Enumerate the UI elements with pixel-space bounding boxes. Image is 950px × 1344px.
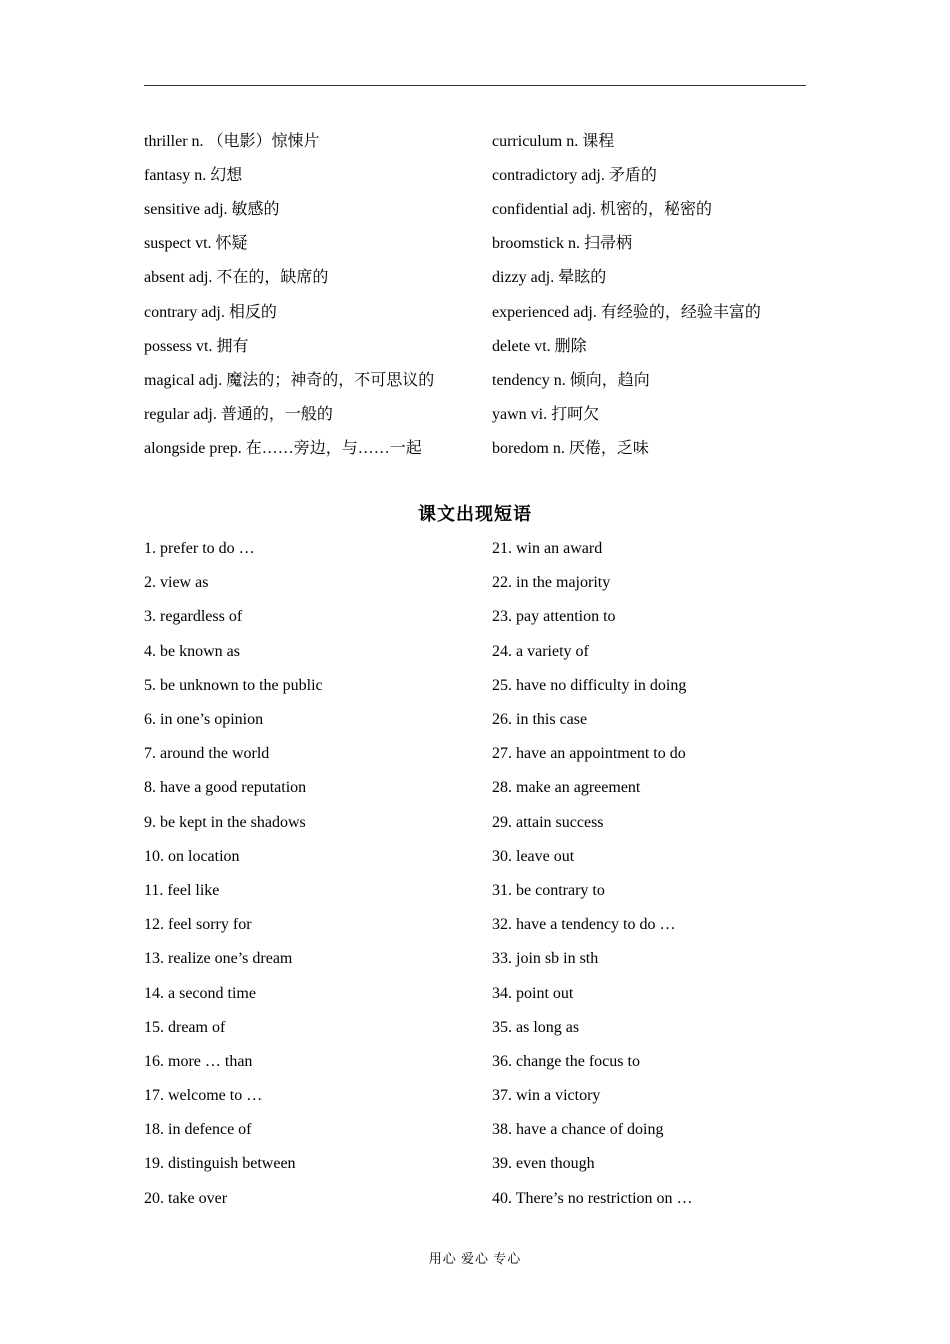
phrase-row [144,840,806,874]
vocab-row-right-cell: curriculum n. 课程 [492,132,615,150]
vocab-row-right-cell: delete vt. 删除 [492,337,587,355]
phrase-row-left-cell: 15. dream of [144,1018,226,1036]
phrase-row-left-cell: 12. feel sorry for [144,916,252,934]
phrase-row-left-cell: 1. prefer to do … [144,540,255,558]
phrase-row-right-cell: 35. as long as [492,1018,580,1036]
phrase-row [144,1182,806,1216]
phrase-row-right-cell: 28. make an agreement [492,779,641,797]
vocab-row-left-cell: sensitive adj. 敏感的 [144,200,280,218]
phrase-row-left-cell: 13. realize one’s dream [144,950,293,968]
phrases-section-title: 课文出现短语 [418,504,532,525]
vocab-row-right-cell: broomstick n. 扫帚柄 [492,235,632,253]
phrase-row-left-cell: 6. in one’s opinion [144,711,264,729]
vocab-row-right-cell: dizzy adj. 晕眩的 [492,269,607,287]
phrase-row-right-cell: 33. join sb in sth [492,950,599,968]
phrase-row [144,874,806,908]
phrase-row [144,669,806,703]
phrase-row [144,532,806,566]
phrase-row [144,771,806,805]
phrase-row-right-cell: 29. attain success [492,813,604,831]
header-rule [144,85,806,86]
vocab-row-left-cell: magical adj. 魔法的；神奇的，不可思议的 [144,371,435,389]
phrase-row [144,806,806,840]
phrase-row [144,600,806,634]
phrase-row-right-cell: 21. win an award [492,540,603,558]
phrase-row-right-cell: 38. have a chance of doing [492,1121,664,1139]
phrase-row-right-cell: 36. change the focus to [492,1052,640,1070]
phrase-row-right-cell: 39. even though [492,1155,595,1173]
phrase-row-right-cell: 32. have a tendency to do … [492,916,676,934]
vocab-row [144,259,806,293]
phrase-row [144,942,806,976]
vocab-row [144,156,806,190]
phrase-row-right-cell: 37. win a victory [492,1087,601,1105]
phrase-row-right-cell: 24. a variety of [492,642,589,660]
phrase-row [144,908,806,942]
vocab-row-right-cell: contradictory adj. 矛盾的 [492,166,657,184]
phrase-row-right-cell: 30. leave out [492,847,575,865]
vocab-row [144,293,806,327]
vocab-row-right-cell: confidential adj. 机密的，秘密的 [492,200,712,218]
phrase-row-left-cell: 4. be known as [144,642,240,660]
vocab-row-right-cell: experienced adj. 有经验的，经验丰富的 [492,303,761,321]
phrase-row-right-cell: 34. point out [492,984,574,1002]
phrase-row-right-cell: 23. pay attention to [492,608,616,626]
phrase-row-left-cell: 2. view as [144,574,209,592]
vocab-row [144,327,806,361]
phrase-row-left-cell: 19. distinguish between [144,1155,296,1173]
phrase-row [144,1147,806,1181]
phrase-row [144,1011,806,1045]
phrase-row-left-cell: 14. a second time [144,984,256,1002]
vocab-row [144,361,806,395]
phrase-row [144,1079,806,1113]
phrase-row-left-cell: 11. feel like [144,881,220,899]
phrase-row-left-cell: 8. have a good reputation [144,779,307,797]
vocab-row-left-cell: suspect vt. 怀疑 [144,235,248,253]
phrases-list [144,532,806,1216]
vocab-row [144,225,806,259]
phrase-row-left-cell: 20. take over [144,1189,228,1207]
vocab-row-left-cell: contrary adj. 相反的 [144,303,277,321]
phrase-row-left-cell: 18. in defence of [144,1121,252,1139]
vocab-row-left-cell: absent adj. 不在的，缺席的 [144,269,329,287]
vocab-row [144,122,806,156]
phrase-row-left-cell: 9. be kept in the shadows [144,813,306,831]
phrase-row-right-cell: 40. There’s no restriction on … [492,1189,693,1207]
phrase-row [144,1113,806,1147]
phrase-row-left-cell: 16. more … than [144,1052,253,1070]
phrase-row-right-cell: 31. be contrary to [492,881,605,899]
phrase-row-left-cell: 7. around the world [144,745,270,763]
phrase-row-left-cell: 5. be unknown to the public [144,676,323,694]
vocab-row-left-cell: possess vt. 拥有 [144,337,249,355]
phrase-row-left-cell: 3. regardless of [144,608,243,626]
vocab-row-left-cell: regular adj. 普通的，一般的 [144,406,333,424]
vocab-row-right-cell: yawn vi. 打呵欠 [492,406,600,424]
phrase-row-right-cell: 22. in the majority [492,574,611,592]
phrase-row-right-cell: 26. in this case [492,711,588,729]
phrase-row [144,1045,806,1079]
phrase-row-left-cell: 17. welcome to … [144,1087,263,1105]
phrase-row [144,703,806,737]
vocab-row-left-cell: fantasy n. 幻想 [144,166,243,184]
phrase-row [144,566,806,600]
phrase-row [144,976,806,1010]
phrase-row-right-cell: 25. have no difficulty in doing [492,676,687,694]
vocab-row-right-cell: boredom n. 厌倦，乏味 [492,440,649,458]
vocab-row-right-cell: tendency n. 倾向，趋向 [492,371,650,389]
vocab-row-left-cell: alongside prep. 在……旁边，与……一起 [144,440,422,458]
vocab-row [144,430,806,464]
vocab-row [144,190,806,224]
phrase-row-right-cell: 27. have an appointment to do [492,745,686,763]
phrase-row [144,737,806,771]
phrase-row [144,635,806,669]
phrase-row-left-cell: 10. on location [144,847,240,865]
vocabulary-list [144,122,806,464]
vocab-row [144,396,806,430]
page-footer: 用心 爱心 专心 [428,1251,522,1266]
vocab-row-left-cell: thriller n. （电影）惊悚片 [144,132,320,150]
